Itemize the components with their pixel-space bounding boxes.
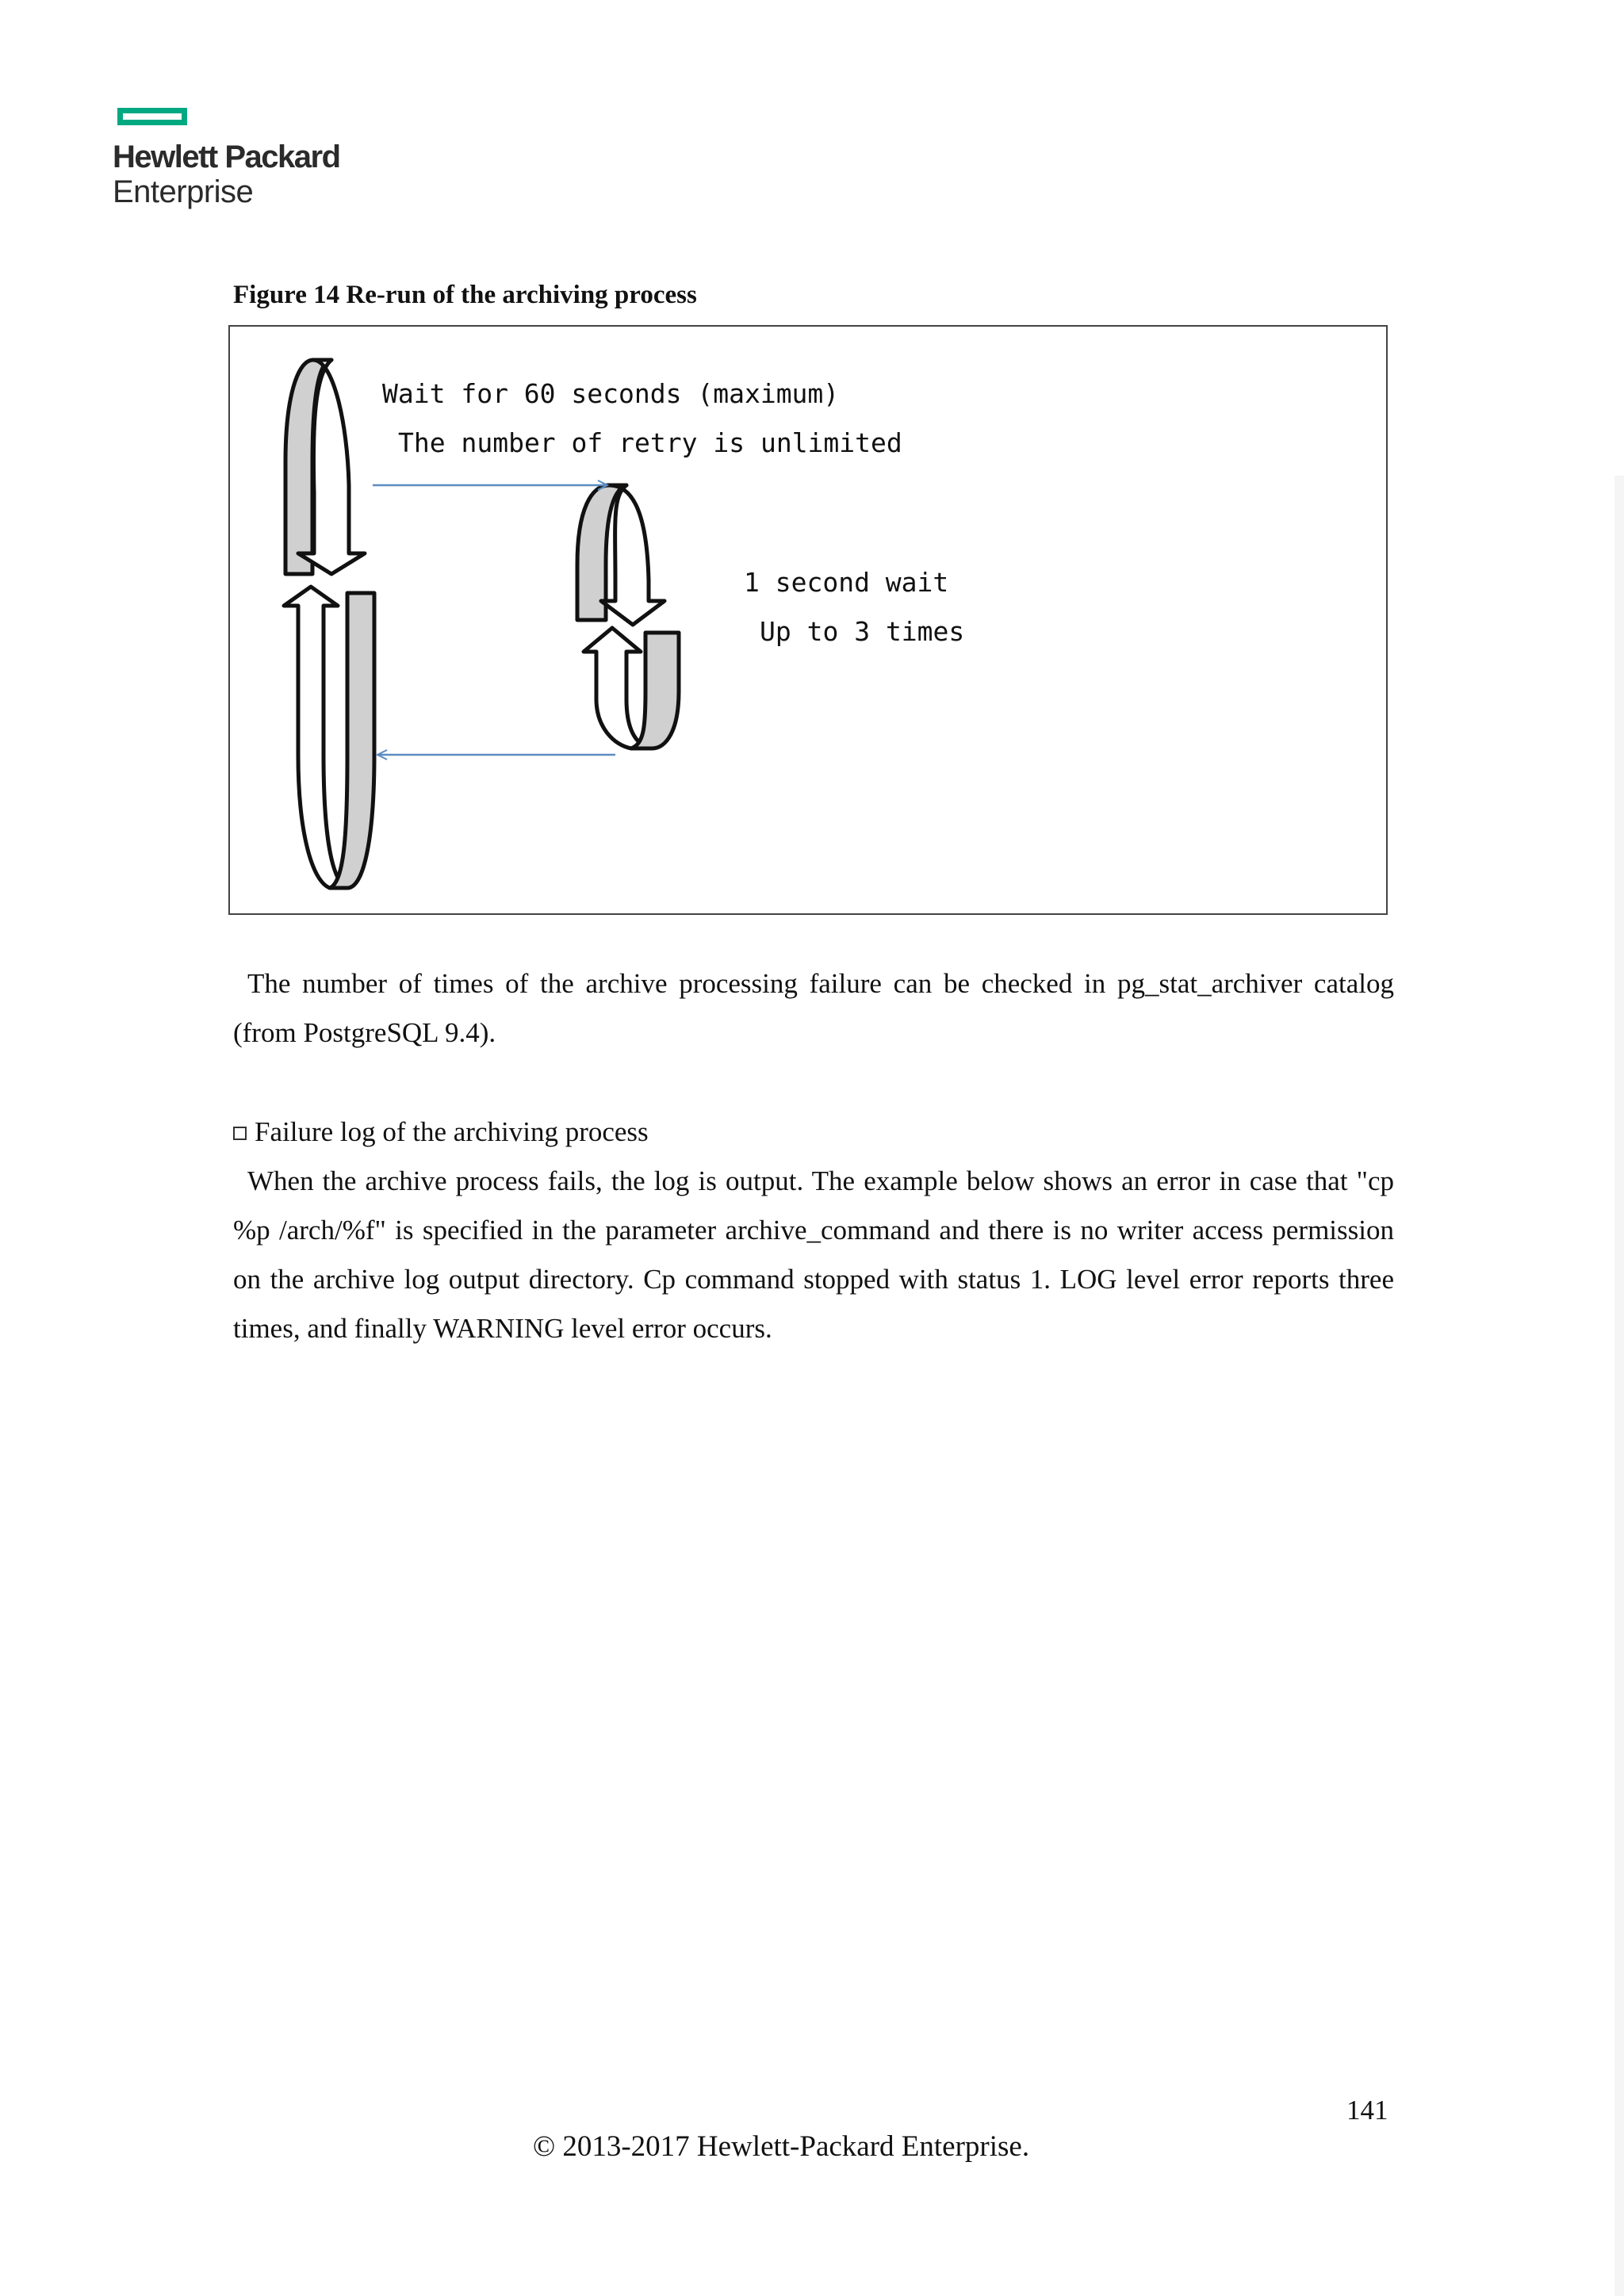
copyright-footer: © 2013-2017 Hewlett-Packard Enterprise. bbox=[533, 2130, 1030, 2163]
logo-line1: Hewlett Packard bbox=[113, 140, 340, 174]
paragraph2-text: When the archive process fails, the log is output. The example below shows an error in case that "cp %p /arch/%f" is specified in the parameter archive_command and there is no writer access permission on the archive log output directory. Cp command stopped with status 1. LOG level error reports three times, and finally WARNING level error occurs. bbox=[233, 1165, 1394, 1344]
page-edge-shadow bbox=[1614, 476, 1624, 2296]
figure-diagram bbox=[228, 325, 1388, 915]
figure-caption: Figure 14 Re-run of the archiving process bbox=[233, 281, 697, 309]
checkbox-bullet-icon bbox=[233, 1127, 247, 1140]
retry-loops-diagram bbox=[230, 327, 1389, 916]
section-heading-text: Failure log of the archiving process bbox=[255, 1116, 649, 1147]
hpe-logo-rectangle-icon bbox=[117, 108, 187, 125]
outer-retry-loop-icon bbox=[284, 360, 374, 888]
inner-loop-label-times: Up to 3 times bbox=[760, 616, 965, 647]
hpe-logo bbox=[113, 103, 366, 214]
outer-loop-label-retry: The number of retry is unlimited bbox=[398, 427, 902, 458]
logo-line2: Enterprise bbox=[113, 174, 254, 209]
inner-loop-label-wait: 1 second wait bbox=[744, 567, 949, 598]
outer-loop-label-wait: Wait for 60 seconds (maximum) bbox=[382, 378, 840, 409]
page-number: 141 bbox=[1346, 2095, 1388, 2126]
inner-retry-loop-icon bbox=[577, 485, 679, 748]
section-heading-failure-log bbox=[233, 1108, 649, 1157]
paragraph-failure-description bbox=[233, 1157, 1394, 1353]
paragraph1-text: The number of times of the archive processing failure can be checked in pg_stat_archiver catalog (from PostgreSQL 9.4). bbox=[233, 968, 1394, 1048]
paragraph-archiver-catalog bbox=[233, 959, 1394, 1058]
